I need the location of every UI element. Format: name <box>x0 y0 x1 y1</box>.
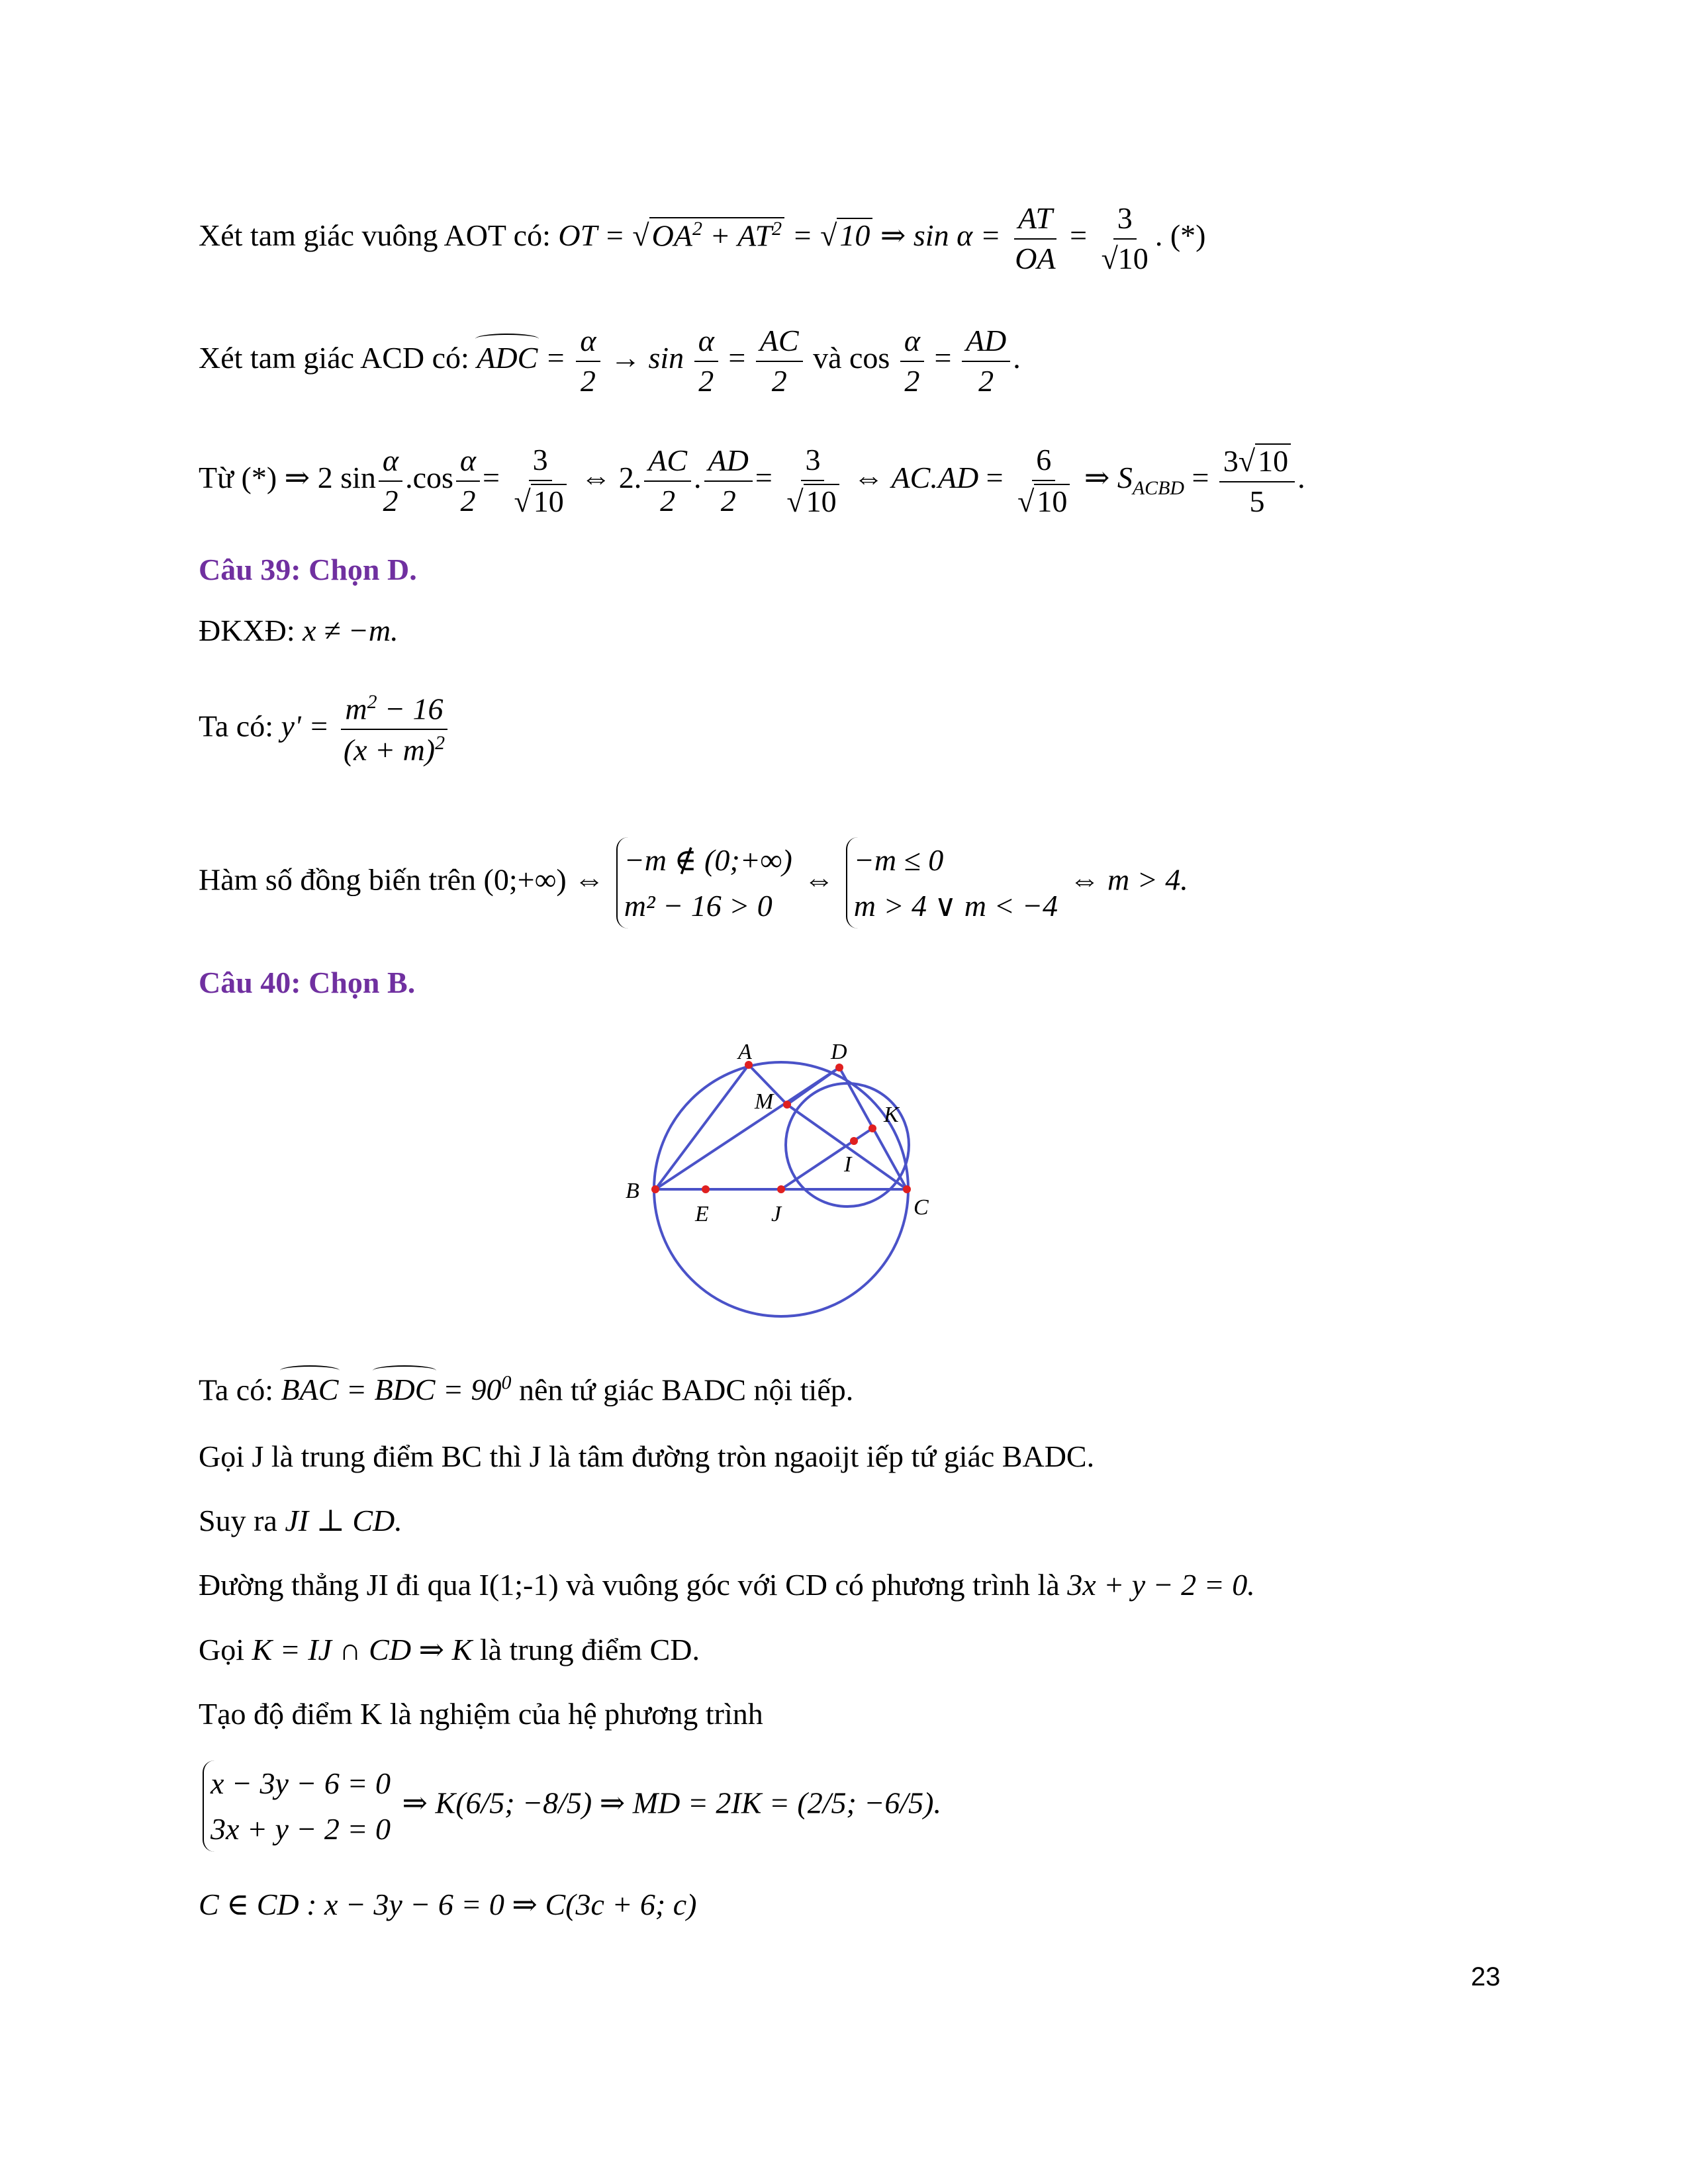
line-duong-thang: Đường thẳng JI đi qua I(1;-1) và vuông góc với CD có phương trình là 3x + y − 2 = 0. <box>199 1568 1255 1602</box>
geometry-figure <box>616 1032 947 1330</box>
point-j <box>777 1185 785 1193</box>
heading-cau-39: Câu 39: Chọn D. <box>199 553 417 586</box>
point-m <box>783 1101 791 1109</box>
line-system-k: x − 3y − 6 = 0 3x + y − 2 = 0 ⇒ K(6/5; −8/5) ⇒ MD = 2IK = (2/5; −6/5). <box>199 1760 941 1852</box>
label-a: A <box>738 1040 752 1064</box>
line-c-on-cd: C ∈ CD : x − 3y − 6 = 0 ⇒ C(3c + 6; c) <box>199 1888 697 1921</box>
line-dkxd: ĐKXĐ: x ≠ −m. <box>199 614 399 647</box>
line-dong-bien: Hàm số đồng biến trên (0;+∞) ⇔ −m ∉ (0;+∞) m² − 16 > 0 ⇔ −m ≤ 0 m > 4 ∨ m < −4 ⇔ m > 4. <box>199 837 1188 929</box>
label-k: K <box>884 1103 899 1127</box>
point-b <box>651 1185 659 1193</box>
label-d: D <box>831 1040 847 1064</box>
segment-ji <box>781 1128 872 1189</box>
line-goi-k: Gọi K = IJ ∩ CD ⇒ K là trung điểm CD. <box>199 1633 700 1666</box>
label-j: J <box>771 1202 782 1226</box>
point-e <box>702 1185 710 1193</box>
point-i <box>850 1137 858 1145</box>
point-d <box>835 1064 843 1071</box>
label-i: I <box>844 1152 852 1177</box>
line-suy-ra: Suy ra JI ⊥ CD. <box>199 1504 402 1537</box>
line-tao-do: Tạo độ điểm K là nghiệm của hệ phương trình <box>199 1697 763 1731</box>
line-goi-j: Gọi J là trung điểm BC thì J là tâm đường tròn ngaoijt iếp tứ giác BADC. <box>199 1439 1095 1473</box>
heading-cau-40: Câu 40: Chọn B. <box>199 966 416 999</box>
line-aot: Xét tam giác vuông AOT có: OT = $√OA^2 + AT^2 = √10$ ⇒ sin α = $\frac{AT}{OA}$ = $\frac{3}{√10}$ . (*) <box>199 201 1206 275</box>
page-number: 23 <box>1471 1962 1501 1991</box>
line-bac-bdc: Ta có: BAC = BDC = $90^0$ nên tứ giác BADC nội tiếp. <box>199 1372 854 1407</box>
line-derivative: Ta có: y' = $\frac{m^2 - 16}{(x + m)^2}$ <box>199 692 451 767</box>
point-k <box>868 1124 876 1132</box>
line-tu-star: Từ (*) ⇒ 2 sin $\frac{\alpha}{2}$ .cos $\frac{\alpha}{2}$ = $\frac{3}{√10}$ ⇔ 2. $\frac{AC}{2}$ . $\frac{AD}{2}$ = $\frac{3}{√10}$ ⇔ AC.AD = $\frac{6}{√10}$ ⇒ $S_{ACBD}$ = $\frac{3√10}{5}$ . <box>199 443 1305 518</box>
label-e: E <box>695 1202 709 1226</box>
label-b: B <box>626 1179 639 1203</box>
label-c: C <box>914 1195 929 1220</box>
point-c <box>903 1185 911 1193</box>
label-m: M <box>755 1089 774 1114</box>
line-acd: Xét tam giác ACD có: ADC = $\frac{\alpha}{2}$ → sin $\frac{\alpha}{2}$ = $\frac{AC}{2}$ và cos $\frac{\alpha}{2}$ = $\frac{AD}{2}$ . <box>199 324 1021 398</box>
